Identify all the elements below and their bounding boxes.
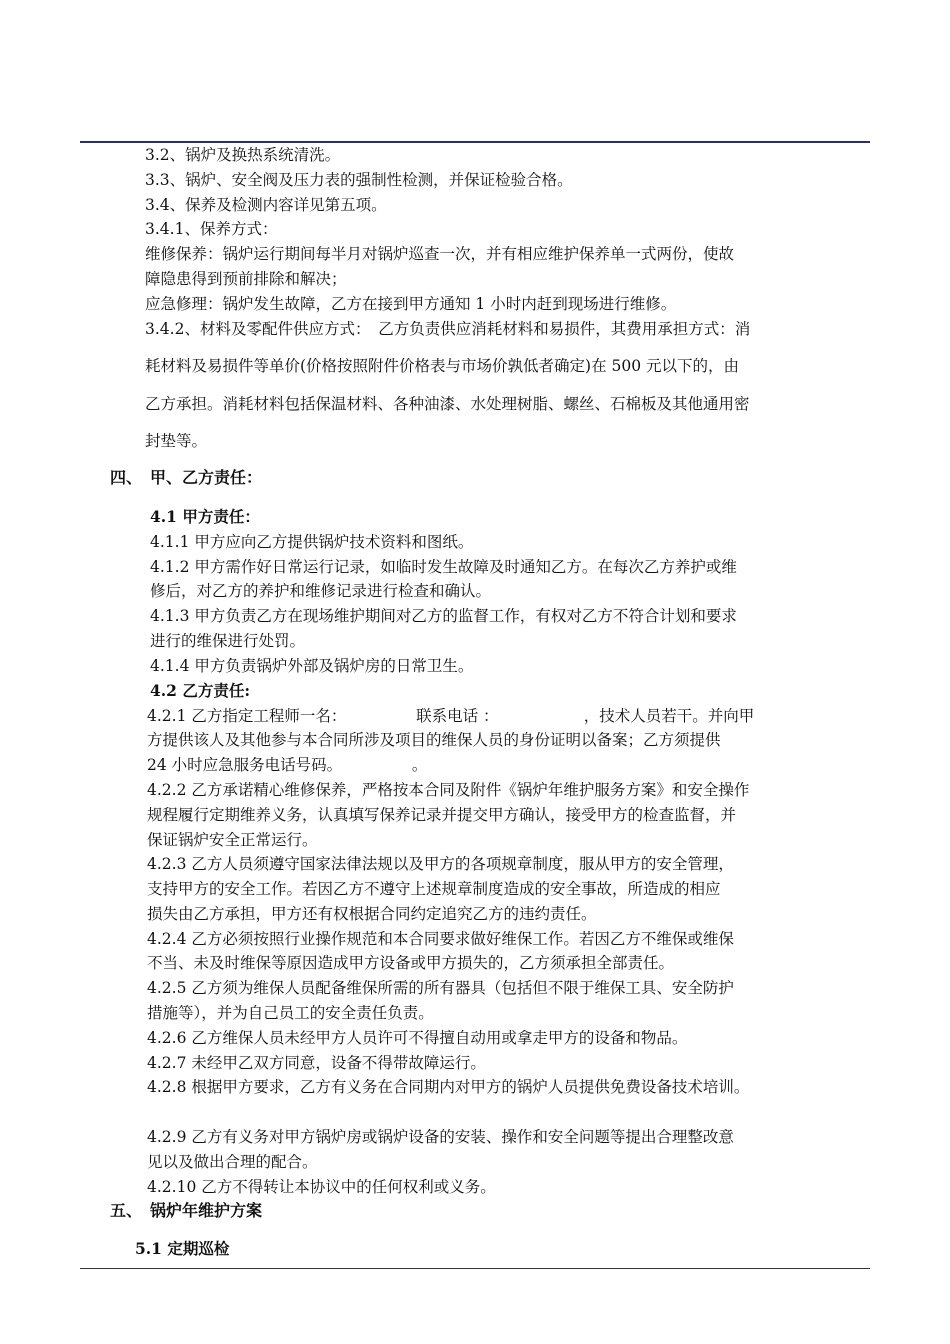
clause-4-2-4: 4.2.4 乙方必须按照行业操作规范和本合同要求做好维保工作。若因乙方不维保或维保 xyxy=(147,930,734,948)
clause-4-2-7: 4.2.7 未经甲乙双方同意，设备不得带故障运行。 xyxy=(147,1054,486,1072)
clause-4-2-1-cont-1: 方提供该人及其他参与本合同所涉及项目的维保人员的身份证明以备案；乙方须提供 xyxy=(147,731,721,749)
clause-3-4-2-cont-3: 封垫等。 xyxy=(145,432,208,450)
clause-4-2-2-cont-1: 规程履行定期维养义务，认真填写保养记录并提交甲方确认，接受甲方的检查监督，并 xyxy=(147,806,737,824)
clause-4-2-8: 4.2.8 根据甲方要求，乙方有义务在合同期内对甲方的锅炉人员提供免费设备技术培训。 xyxy=(147,1078,750,1096)
clause-4-2-3-cont-1: 支持甲方的安全工作。若因乙方不遵守上述规章制度造成的安全事故，所造成的相应 xyxy=(147,880,721,898)
clause-4-1-3: 4.1.3 甲方负责乙方在现场维护期间对乙方的监督工作，有权对乙方不符合计划和要求 xyxy=(150,607,737,625)
clause-4-2-5-cont: 措施等），并为自己员工的安全责任负责。 xyxy=(147,1004,434,1022)
clause-3-4-2-cont-2: 乙方承担。消耗材料包括保温材料、各种油漆、水处理树脂、螺丝、石棉板及其他通用密 xyxy=(145,395,750,413)
footer-rule xyxy=(80,1268,870,1269)
section-4-heading: 四、 甲、乙方责任： xyxy=(110,468,263,487)
emergency-repair-text: 应急修理：锅炉发生故障，乙方在接到甲方通知 1 小时内赶到现场进行维修。 xyxy=(145,295,677,313)
clause-4-2-1: 4.2.1 乙方指定工程师一名： 联系电话 ： ，技术人员若干。并向甲 xyxy=(147,707,755,725)
maintenance-text: 维修保养：锅炉运行期间每半月对锅炉巡查一次，并有相应维护保养单一式两份，使故 xyxy=(145,245,735,263)
clause-4-1-1: 4.1.1 甲方应向乙方提供锅炉技术资料和图纸。 xyxy=(150,533,474,551)
clause-4-2-6: 4.2.6 乙方维保人员未经甲方人员许可不得擅自动用或拿走甲方的设备和物品。 xyxy=(147,1029,688,1047)
maintenance-text-cont: 障隐患得到预前排除和解决； xyxy=(145,270,347,288)
clause-4-2-2-cont-2: 保证锅炉安全正常运行。 xyxy=(147,831,318,849)
clause-4-2-10: 4.2.10 乙方不得转让本协议中的任何权利或义务。 xyxy=(147,1178,496,1196)
clause-3-4-2: 3.4.2、材料及零配件供应方式： 乙方负责供应消耗材料和易损件，其费用承担方式：消 xyxy=(145,320,751,338)
clause-4-2-3-cont-2: 损失由乙方承担，甲方还有权根据合同约定追究乙方的违约责任。 xyxy=(147,905,597,923)
clause-4-2-4-cont: 不当、未及时维保等原因造成甲方设备或甲方损失的，乙方须承担全部责任。 xyxy=(147,954,675,972)
clause-4-2-9-cont: 见以及做出合理的配合。 xyxy=(147,1153,318,1171)
clause-3-2: 3.2、锅炉及换热系统清洗。 xyxy=(145,146,341,164)
clause-3-4: 3.4、保养及检测内容详见第五项。 xyxy=(145,196,387,214)
clause-4-2-9: 4.2.9 乙方有义务对甲方锅炉房或锅炉设备的安装、操作和安全问题等提出合理整改意 xyxy=(147,1128,734,1146)
section-5-heading: 五、 锅炉年维护方案 xyxy=(110,1201,263,1220)
subsection-5-1-heading: 5.1 定期巡检 xyxy=(135,1239,230,1258)
clause-4-2-1-cont-2: 24 小时应急服务电话号码。 。 xyxy=(147,756,428,774)
header-rule xyxy=(80,141,870,143)
clause-4-2-3: 4.2.3 乙方人员须遵守国家法律法规以及甲方的各项规章制度，服从甲方的安全管理， xyxy=(147,855,734,873)
subsection-4-2-heading: 4.2 乙方责任: xyxy=(150,681,251,700)
clause-3-4-1: 3.4.1、保养方式： xyxy=(145,220,278,238)
clause-4-1-4: 4.1.4 甲方负责锅炉外部及锅炉房的日常卫生。 xyxy=(150,657,474,675)
clause-3-4-2-cont-1: 耗材料及易损件等单价(价格按照附件价格表与市场价孰低者确定)在 500 元以下的，由 xyxy=(145,357,740,375)
clause-3-3: 3.3、锅炉、安全阀及压力表的强制性检测，并保证检验合格。 xyxy=(145,171,573,189)
clause-4-1-2-cont: 修后，对乙方的养护和维修记录进行检查和确认。 xyxy=(150,582,492,600)
clause-4-2-2: 4.2.2 乙方承诺精心维修保养，严格按本合同及附件《锅炉年维护服务方案》和安全操作 xyxy=(147,781,750,799)
clause-4-1-3-cont: 进行的维保进行处罚。 xyxy=(150,632,306,650)
subsection-4-1-heading: 4.1 甲方责任： xyxy=(150,507,260,526)
clause-4-1-2: 4.1.2 甲方需作好日常运行记录，如临时发生故障及时通知乙方。在每次乙方养护或维 xyxy=(150,558,737,576)
clause-4-2-5: 4.2.5 乙方须为维保人员配备维保所需的所有器具（包括但不限于维保工具、安全防护 xyxy=(147,979,734,997)
